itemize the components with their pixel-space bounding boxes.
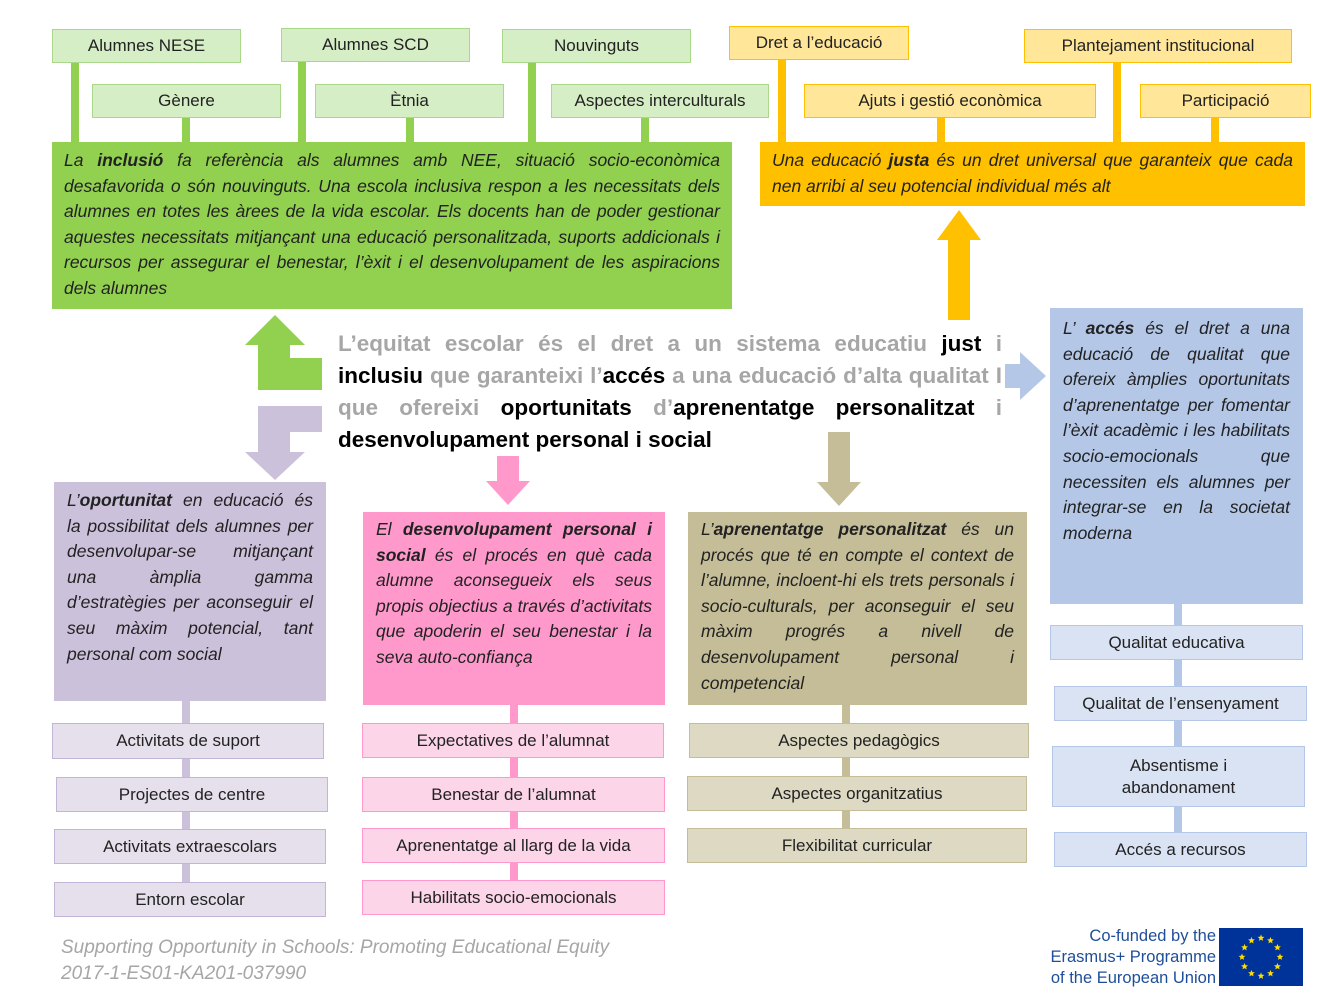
eu-line-2: Erasmus+ Programme	[1050, 948, 1216, 966]
highlighted-term: oportunitat	[79, 490, 172, 510]
text-segment: El	[376, 519, 403, 539]
highlighted-term: aprenentatge personalitzat	[713, 519, 947, 539]
text-segment: i	[974, 395, 1002, 420]
inclusion-up-arrow	[245, 315, 322, 390]
item-absentisme: Absentisme i abandonament	[1052, 746, 1305, 807]
tag-alumnes-nese: Alumnes NESE	[52, 29, 241, 63]
tag-ajuts-gestio: Ajuts i gestió econòmica	[804, 84, 1096, 118]
text-segment: i	[981, 331, 1002, 356]
item-qualitat-educativa: Qualitat educativa	[1050, 625, 1303, 660]
item-activitats-extraescolars: Activitats extraescolars	[54, 829, 326, 864]
item-aspectes-pedagogics: Aspectes pedagògics	[689, 723, 1029, 758]
text-segment: L’	[67, 490, 80, 510]
development-down-arrow	[486, 456, 530, 505]
item-projectes-centre: Projectes de centre	[56, 777, 328, 812]
item-aspectes-organitzatius: Aspectes organitzatius	[687, 776, 1027, 811]
project-code: 2017-1-ES01-KA201-037990	[61, 963, 307, 984]
opportunity-down-arrow	[245, 406, 322, 480]
access-right-arrow	[1005, 352, 1046, 400]
text-segment: en educació és la possibilitat dels alumnes per desenvolupar-se mitjançant una àmplia gamma d’estratègies per aconseguir el seu màxim potencial, tant personal com social	[67, 490, 313, 664]
item-aprenentatge-vida: Aprenentatge al llarg de la vida	[362, 828, 665, 863]
item-qualitat-ensenyament: Qualitat de l’ensenyament	[1054, 686, 1307, 721]
text-segment: a una educació d’alta qualitat I que ofereixi	[338, 363, 1002, 420]
highlighted-term: oportunitats	[500, 395, 632, 420]
highlighted-term: inclusió	[97, 150, 164, 170]
text-segment: fa referència als alumnes amb NEE, situació socio-econòmica desafavorida o són nouvinguts. Una escola inclusiva respon a les necessitats dels alumnes en totes les àrees de la vida escolar. Els docents han de poder gestionar aquestes necessitats mitjançant una educació personalitzada, suports addicionals i recursos per assegurar el benestar, l’èxit i el desenvolupament de les aspiracions dels alumnes	[64, 150, 720, 298]
highlighted-term: justa	[888, 150, 930, 170]
text-segment: és el procés en què cada alumne aconsegueix els seus propis objectius a través d’activitats que apoderin el seu benestar i la seva auto-confiança	[376, 544, 652, 667]
learning-down-arrow	[817, 432, 861, 506]
item-flexibilitat: Flexibilitat curricular	[687, 828, 1027, 863]
highlighted-term: just	[941, 331, 982, 356]
highlighted-term: accés	[1085, 318, 1135, 338]
tag-aspectes-interculturals: Aspectes interculturals	[551, 84, 769, 118]
item-entorn-escolar: Entorn escolar	[54, 882, 326, 917]
text-segment: és un procés que té en compte el context de l’alumne, incloent-hi els trets personals i socio-culturals, per aconseguir el seu màxim progrés a nivell de desenvolupament personal i competencial	[701, 519, 1014, 693]
item-activitats-suport: Activitats de suport	[52, 723, 324, 759]
tag-alumnes-scd: Alumnes SCD	[281, 28, 470, 62]
text-segment: és el dret a una educació de qualitat que ofereix àmplies oportunitats d’aprenentatge per fomentar l’èxit acadèmic i les habilitats socio-emocionals que necessiten els alumnes per integrar-se en la societat moderna	[1063, 318, 1291, 543]
text-segment: L’	[1063, 318, 1086, 338]
tag-etnia: Ètnia	[315, 84, 504, 118]
project-title: Supporting Opportunity in Schools: Promoting Educational Equity	[61, 937, 610, 958]
text-segment: L’equitat escolar és el dret a un sistema educatiu	[338, 331, 942, 356]
highlighted-term: inclusiu	[338, 363, 424, 388]
highlighted-term: desenvolupament personal i social	[338, 427, 712, 452]
tag-dret-educacio: Dret a l’educació	[729, 26, 909, 60]
text-segment: d’	[631, 395, 674, 420]
tag-nouvinguts: Nouvinguts	[502, 29, 691, 63]
eu-flag-icon	[1219, 928, 1303, 986]
text-segment: La	[64, 150, 98, 170]
text-segment: Una educació	[772, 150, 889, 170]
text-segment: és un dret universal que garanteix que cada nen arribi al seu potencial individual més alt	[772, 150, 1293, 196]
eu-line-1: Co-funded by the	[1089, 927, 1216, 945]
text-segment: que garanteixi l’	[423, 363, 603, 388]
tag-plantejament-institucional: Plantejament institucional	[1024, 29, 1292, 63]
eu-line-3: of the European Union	[1050, 969, 1216, 987]
tag-genere: Gènere	[92, 84, 281, 118]
item-expectatives: Expectatives de l’alumnat	[362, 723, 664, 758]
highlighted-term: desenvolupament personal i social	[376, 519, 652, 565]
project-footer	[61, 935, 609, 987]
highlighted-term: accés	[602, 363, 666, 388]
item-habilitats: Habilitats socio-emocionals	[362, 880, 665, 915]
tag-participacio: Participació	[1140, 84, 1311, 118]
highlighted-term: aprenentatge personalitzat	[673, 395, 975, 420]
item-benestar: Benestar de l’alumnat	[362, 777, 665, 812]
eu-funding-text	[1036, 926, 1216, 989]
item-acces-recursos: Accés a recursos	[1054, 832, 1307, 867]
justice-up-arrow	[937, 210, 981, 320]
text-segment: L’	[701, 519, 714, 539]
